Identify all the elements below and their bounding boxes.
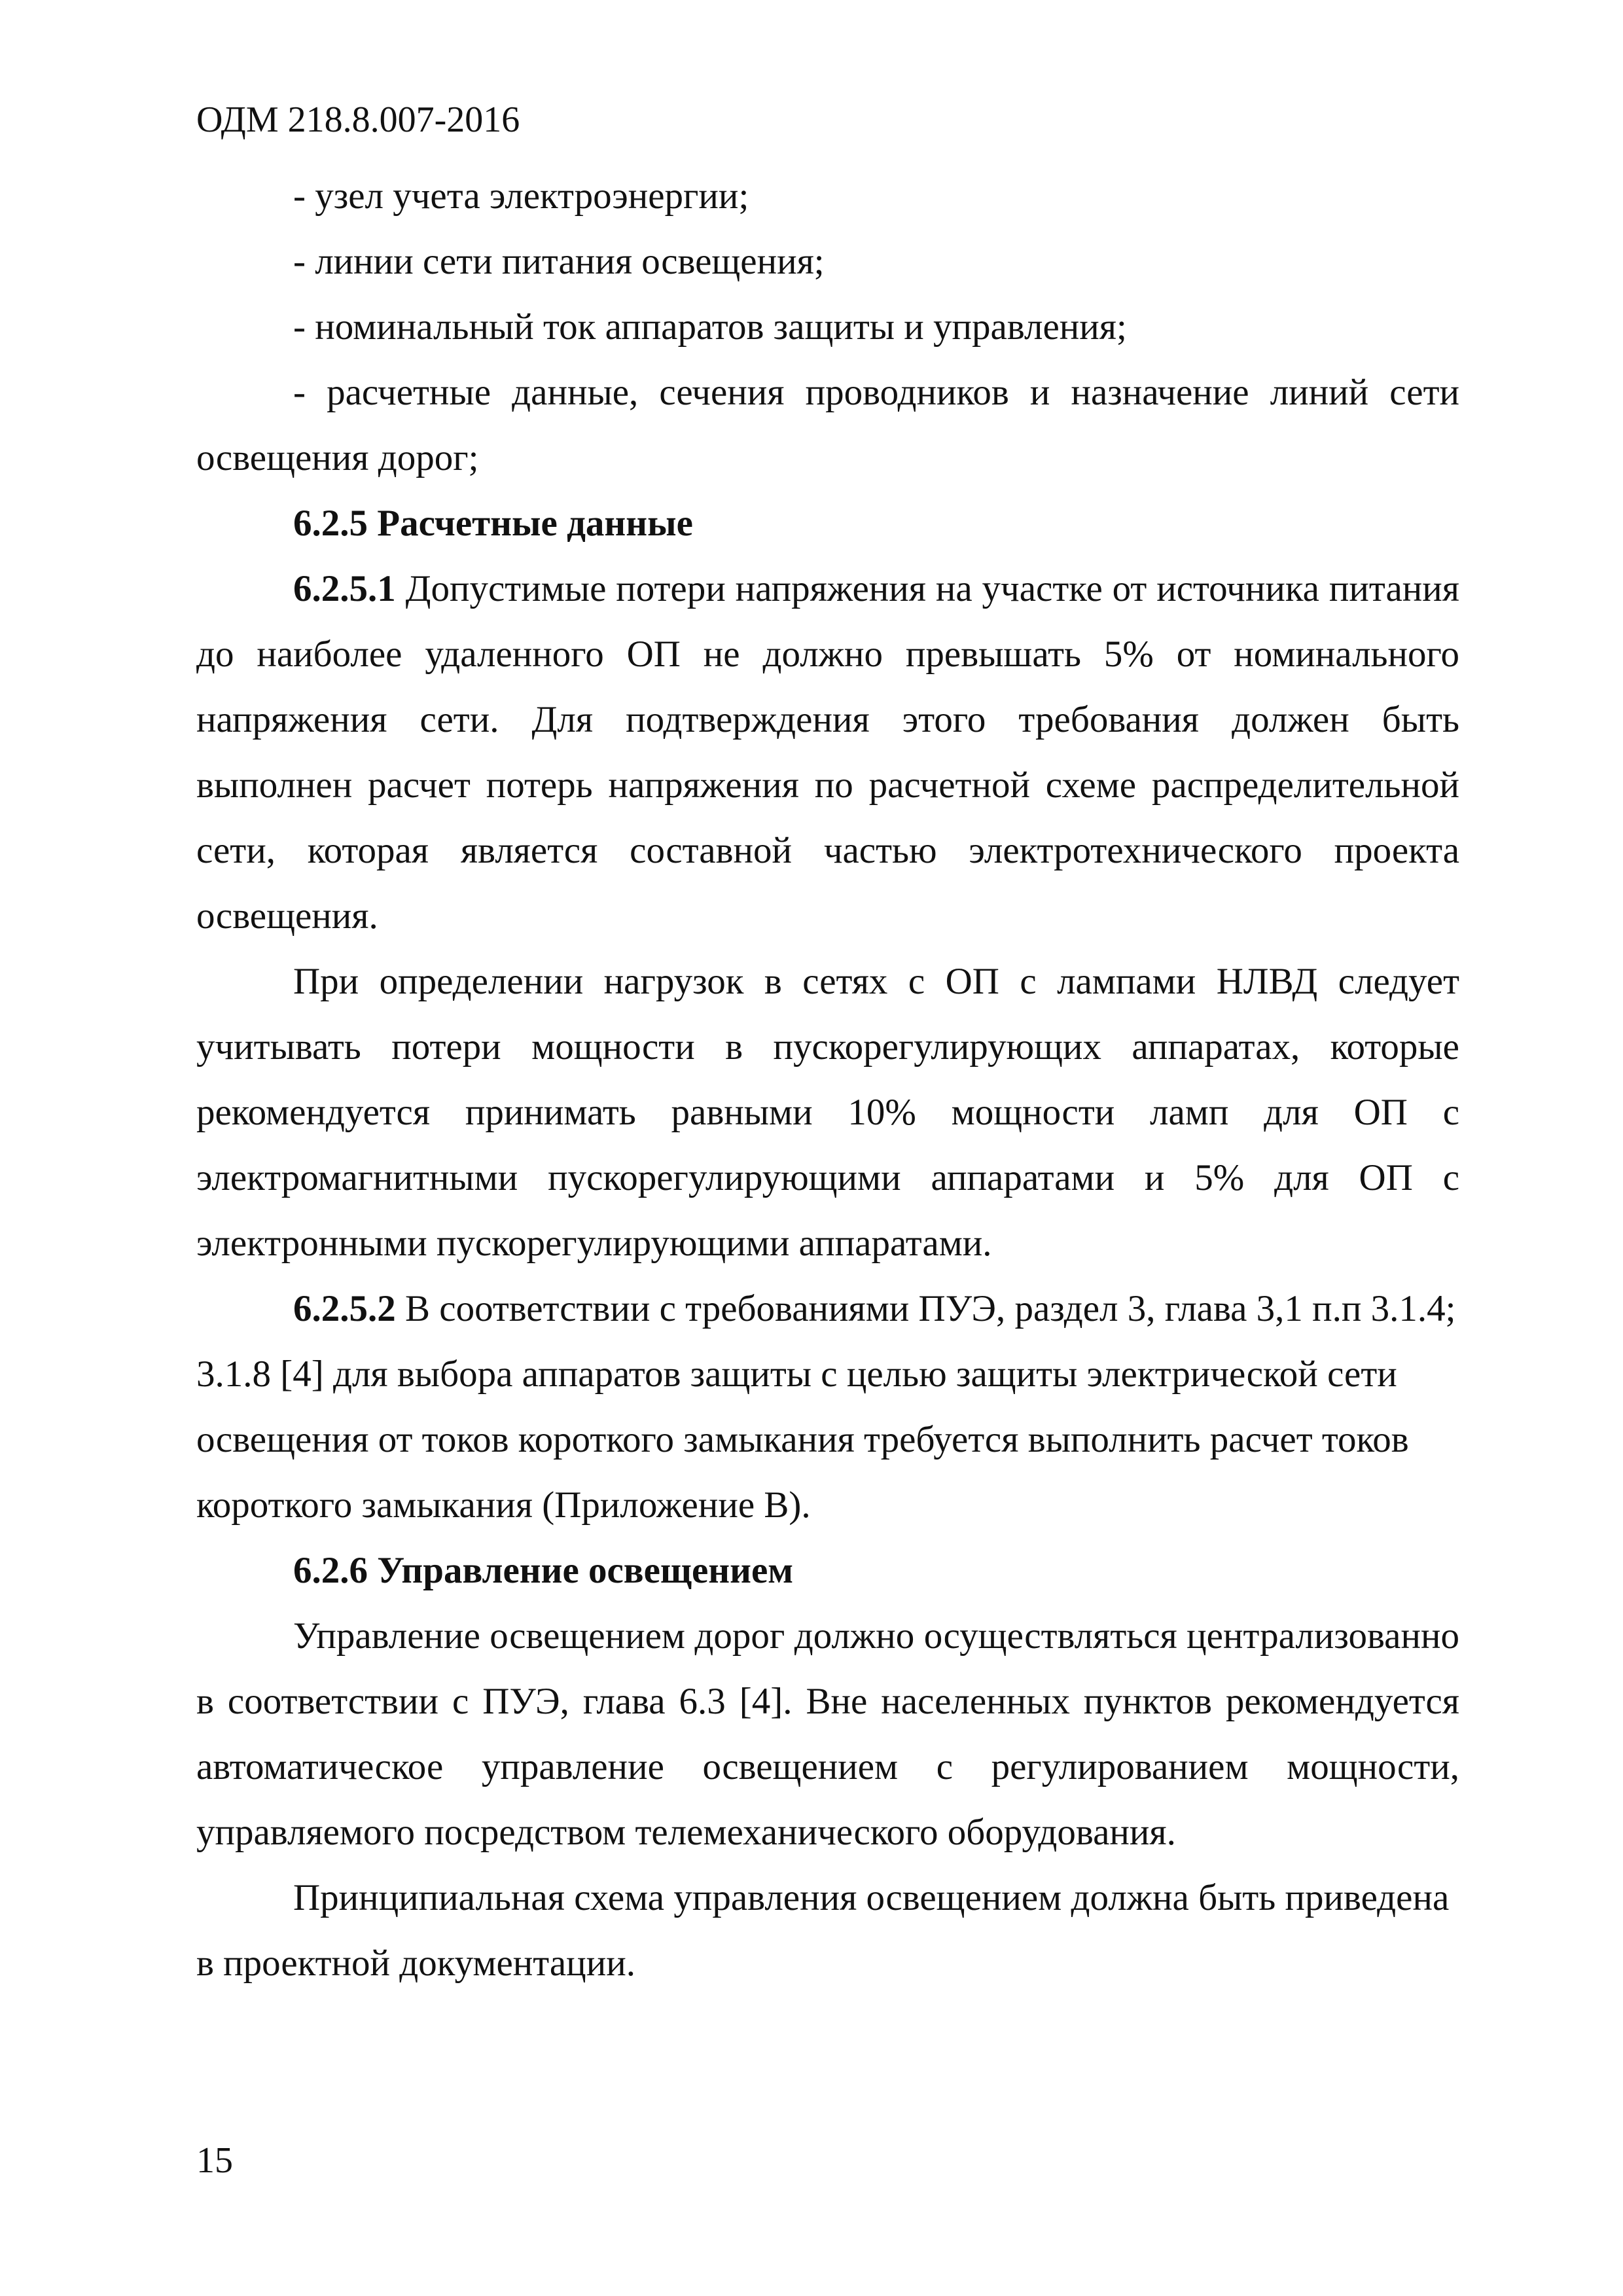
document-code-header: ОДМ 218.8.007-2016 [196,99,520,140]
clause-number-6-2-5-1: 6.2.5.1 [293,568,396,609]
paragraph-6-2-5-2-text: В соответствии с требованиями ПУЭ, раздел 3, глава 3,1 п.п 3.1.4; 3.1.8 [4] для выбора аппаратов защиты с целью защиты электрической сети освещения от токов короткого замыкания требуется выполнить расчет токов короткого замыкания (Приложение В). [196,1288,1456,1526]
section-heading-6-2-6: 6.2.6 Управление освещением [293,1550,794,1591]
page-number: 15 [196,2140,233,2181]
document-body [196,164,1459,1996]
list-item-rated-current: - номинальный ток аппаратов защиты и управления; [293,306,1127,348]
paragraph-6-2-5-1-text: Допустимые потери напряжения на участке от источника питания до наиболее удаленного ОП не должно превышать 5% от номинального напряжения сети. Для подтверждения этого требования должен быть выполнен расчет потерь напряжения по расчетной схеме распределительной сети, которая является составной частью электротехнического проекта освещения. [196,568,1459,937]
list-item-calculation-data: - расчетные данные, сечения проводников и назначение линий сети освещения дорог; [196,372,1459,478]
list-item-metering-unit: - узел учета электроэнергии; [293,175,749,217]
paragraph-6-2-5-1 [196,556,1459,949]
paragraph-control-scheme: Принципиальная схема управления освещением должна быть приведена в проектной документации. [196,1877,1450,1984]
paragraph-6-2-5-2 [196,1276,1459,1538]
clause-number-6-2-5-2: 6.2.5.2 [293,1288,396,1329]
paragraph-lighting-control: Управление освещением дорог должно осуществляться централизованно в соответствии с ПУЭ, глава 6.3 [4]. Вне населенных пунктов рекомендуется автоматическое управление освещением с регулированием мощности, управляемого посредством телемеханического оборудования. [196,1615,1459,1853]
section-heading-6-2-5: 6.2.5 Расчетные данные [293,503,693,544]
paragraph-load-determination: При определении нагрузок в сетях с ОП с лампами НЛВД следует учитывать потери мощности в пускорегулирующих аппаратах, которые рекомендуется принимать равными 10% мощности ламп для ОП с электромагнитными пускорегулирующими аппаратами и 5% для ОП с электронными пускорегулирующими аппаратами. [196,961,1459,1264]
list-item-supply-lines: - линии сети питания освещения; [293,241,825,282]
